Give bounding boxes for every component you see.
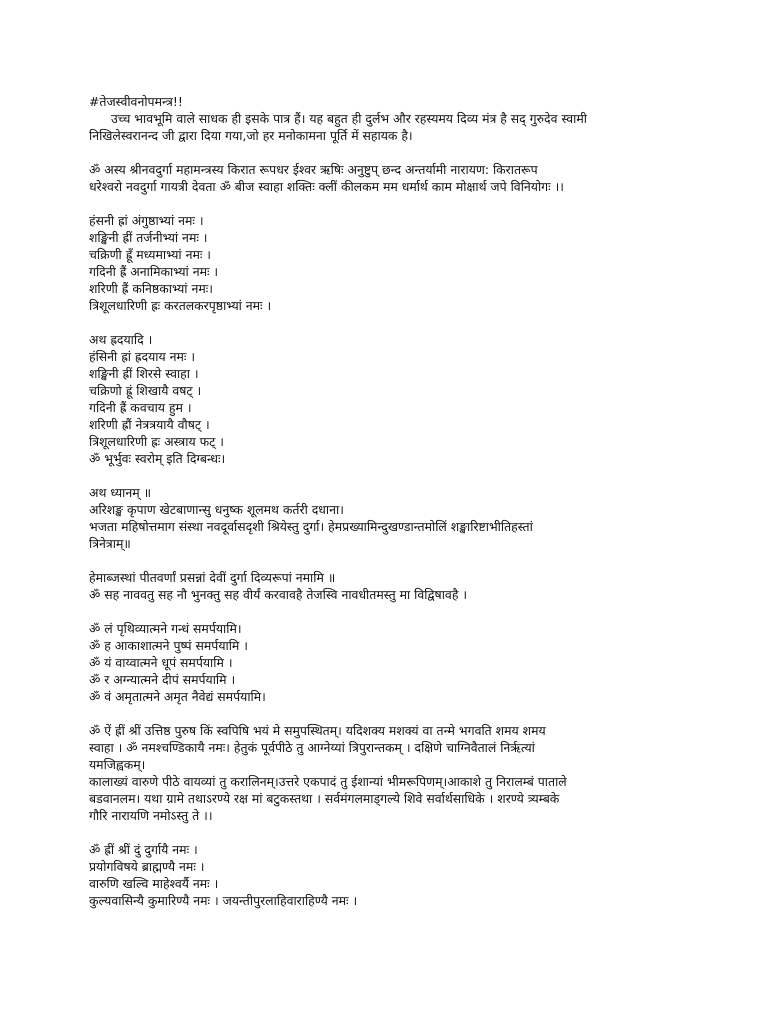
text-line: गदिनी ह्रैं अनामिकाभ्यां नमः । [89, 264, 219, 279]
paragraph-gap [89, 824, 689, 841]
text-line: ॐ भूर्भुवः स्वरोम् इति दिग्बन्धः। [89, 451, 226, 466]
text-line: ॐ यं वाय्वात्मने धूपं समर्पयामि । [89, 655, 233, 670]
paragraph-hemabja [89, 569, 689, 603]
paragraph-viniyoga [89, 161, 689, 195]
text-line: निखिलेस्वरानन्द जी द्वारा दिया गया,जो हर मनोकामना पूर्ति में सहायक है। [89, 128, 413, 143]
text-line: ॐ अस्य श्रीनवदुर्गा महामन्त्रस्य किरात रूपधर ईश्वर ऋषिः अनुष्टुप् छन्द अन्तर्यामी नारायण: किरातरूप [89, 162, 538, 177]
document-body [89, 93, 689, 909]
text-line: चक्रिणो ह्रूं शिखायै वषट् । [89, 383, 202, 398]
text-line: हंसनी ह्रां अंगुष्ठाभ्यां नमः । [89, 213, 204, 228]
paragraph-hridayadi-nyasa [89, 331, 689, 467]
paragraph-gap [89, 144, 689, 161]
text-line: शरिणी ह्रौं नेत्रत्रयायै वौषट् । [89, 417, 210, 432]
text-line: अथ ध्यानम् ॥ [89, 485, 152, 500]
paragraph-intro [89, 93, 689, 144]
text-line: उच्च भावभूमि वाले साधक ही इसके पात्र हैं। यह बहुत ही दुर्लभ और रहस्यमय दिव्य मंत्र है सद् गुरुदेव स्वामी [111, 111, 587, 126]
text-line: गदिनी ह्रैं कवचाय हुम । [89, 400, 192, 415]
text-line: धरेश्वरो नवदुर्गा गायत्री देवता ॐ बीज स्वाहा शक्तिः क्लीं कीलकम मम धर्मार्थ काम मोक्षार्थ जपे विनियोगः ।। [89, 179, 564, 194]
text-line: स्वाहा । ॐ नमश्चण्डिकायै नमः। हेतुकं पूर्वपीठे तु आग्नेय्यां त्रिपुरान्तकम् । दक्षिणे चाग्निवैतालं निर्ऋत्यां [89, 740, 535, 755]
text-line: शरिणी ह्रैं कनिष्ठकाभ्यां नमः। [89, 281, 213, 296]
text-line: वारुणि खल्वि माहेश्वर्यै नमः । [89, 876, 219, 891]
text-line: ॐ ऐं ह्रीं श्रीं उत्तिष्ठ पुरुष किं स्वपिषि भयं मे समुपस्थितम्। यदिशक्य मशक्यं वा तन्मे भगवति शमय शमय [89, 723, 546, 738]
text-line: यमजिह्वकम्। [89, 757, 146, 772]
paragraph-karanyasa [89, 212, 689, 314]
text-line: अरिशङ्ख कृपाण खेटबाणान्सु धनुष्क शूलमथ कर्तरी दधाना। [89, 502, 344, 517]
paragraph-dhyanam [89, 484, 689, 552]
text-line: शङ्खिनी ह्रीं तर्जनीभ्यां नमः । [89, 230, 208, 245]
text-line: ॐ र अग्न्यात्मने दीपं समर्पयामि । [89, 672, 236, 687]
paragraph-panchopachara [89, 620, 689, 705]
text-line: ॐ वं अमृतात्मने अमृत नैवेद्यं समर्पयामि। [89, 689, 266, 704]
text-line: त्रिशूलधारिणी ह्रः करतलकरपृष्ठाभ्यां नमः । [89, 298, 272, 313]
text-line: चक्रिणी ह्रूँ मध्यमाभ्यां नमः । [89, 247, 212, 262]
text-line: ॐ सह नाववतु सह नौ भुनक्तु सह वीर्यं करवावहै तेजस्वि नावधीतमस्तु मा विद्विषावहै । [89, 587, 468, 602]
paragraph-gap [89, 552, 689, 569]
text-line: कालाख्यं वारुणे पीठे वायव्यां तु करालिनम्।उत्तरे एकपादं तु ईशान्यां भीमरूपिणम्।आकाशे तु निरालम्बं पाताले [89, 774, 567, 789]
text-line: ॐ ह्रीं श्रीं दुं दुर्गायै नमः । [89, 842, 198, 857]
text-line: त्रिनेत्राम्॥ [89, 536, 131, 551]
paragraph-gap [89, 314, 689, 331]
text-line: अथ ह्रदयादि । [89, 332, 153, 347]
text-line: प्रयोगविषये ब्राह्मण्यै नमः । [89, 859, 205, 874]
text-line: भजता महिषोत्तमाग संस्था नवदूर्वासदृशी श्रियेस्तु दुर्गा। हेमप्रख्यामिन्दुखण्डान्तमोलिं शङ्खारिष्टाभीतिहस्तां [89, 519, 533, 534]
paragraph-gap [89, 195, 689, 212]
paragraph-gap [89, 603, 689, 620]
paragraph-uttishtha [89, 722, 689, 824]
text-line: त्रिशूलधारिणी ह्रः अस्त्राय फट् । [89, 434, 225, 449]
text-line: कुल्यवासिन्यै कुमारिण्यै नमः । जयन्तीपुरलाहिवाराहिण्यै नमः । [89, 893, 358, 908]
document-heading: #तेजस्वीवनोपमन्त्र!! [89, 94, 183, 109]
text-line: गौरि नारायणि नमोऽस्तु ते ।। [89, 808, 213, 823]
text-line: हेमाब्जस्थां पीतवर्णां प्रसन्नां देवीं दुर्गा दिव्यरूपां नमामि ॥ [89, 570, 336, 585]
paragraph-gap [89, 705, 689, 722]
paragraph-gap [89, 467, 689, 484]
text-line: ॐ लं पृथिव्यात्मने गन्धं समर्पयामि। [89, 621, 242, 636]
text-line: बडवानलम। यथा ग्रामे तथाऽरण्ये रक्ष मां बटुकस्तथा । सर्वमंगलमाड्गल्ये शिवे सर्वार्थसाधिके । शरण्ये त्र्यम्बके [89, 791, 560, 806]
text-line: ॐ ह आकाशात्मने पुष्पं समर्पयामि । [89, 638, 248, 653]
paragraph-durgayai [89, 841, 689, 909]
text-line: हंसिनी ह्रां ह्रदयाय नमः । [89, 349, 196, 364]
text-line: शङ्खिनी ह्रीं शिरसे स्वाहा । [89, 366, 199, 381]
